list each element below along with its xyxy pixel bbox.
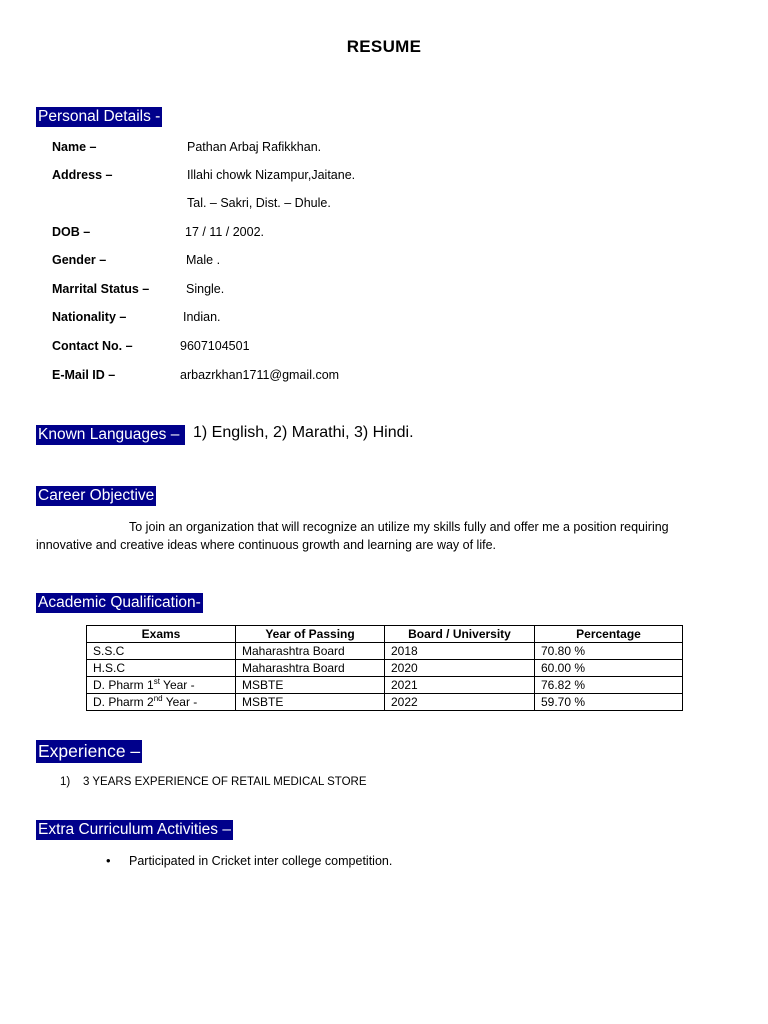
experience-item (60, 776, 367, 788)
column-header: Board / University (385, 626, 535, 643)
experience-text: 3 YEARS EXPERIENCE OF RETAIL MEDICAL STORE (83, 776, 367, 788)
field-value: arbazrkhan1711@gmail.com (180, 368, 340, 382)
field-value: 9607104501 (180, 339, 250, 353)
field-label: Name – (52, 140, 97, 154)
cell-exam: S.S.C (87, 643, 236, 660)
personal-details-heading: Personal Details - (38, 108, 161, 125)
cell-percentage: 70.80 % (535, 643, 683, 660)
known-languages-heading: Known Languages – (36, 425, 185, 445)
cell-percentage: 59.70 % (535, 694, 683, 711)
academic-table (86, 625, 683, 711)
experience-heading: Experience – (38, 741, 141, 761)
field-value: Pathan Arbaj Rafikkhan. (187, 140, 322, 154)
field-label: Contact No. – (52, 339, 133, 353)
cell-year: MSBTE (236, 677, 385, 694)
cell-exam: H.S.C (87, 660, 236, 677)
page-title: RESUME (346, 37, 422, 56)
field-label: Gender – (52, 253, 107, 267)
field-value: Tal. – Sakri, Dist. – Dhule. (187, 196, 331, 210)
field-label: E-Mail ID – (52, 368, 116, 382)
field-value: Illahi chowk Nizampur,Jaitane. (187, 168, 356, 182)
academic-heading: Academic Qualification- (38, 594, 201, 611)
table-header-row (87, 626, 683, 643)
field-label: Address – (52, 168, 113, 182)
column-header: Exams (87, 626, 236, 643)
table-row (87, 643, 683, 660)
cell-year: MSBTE (236, 694, 385, 711)
field-value: 17 / 11 / 2002. (185, 225, 264, 239)
table-row (87, 694, 683, 711)
field-value: Single. (186, 282, 225, 296)
extra-curriculum-heading: Extra Curriculum Activities – (38, 821, 231, 838)
cell-percentage: 76.82 % (535, 677, 683, 694)
column-header: Year of Passing (236, 626, 385, 643)
cell-exam: D. Pharm 2nd Year - (87, 694, 236, 711)
list-number: 1) (60, 776, 71, 788)
cell-board: 2018 (385, 643, 535, 660)
career-objective-heading: Career Objective (38, 487, 155, 504)
career-objective-body: To join an organization that will recognize an utilize my skills fully and offer me a position requiring innovative and creative ideas where continuous growth and learning are way of life. (36, 520, 669, 552)
extra-curriculum-text: Participated in Cricket inter college competition. (129, 854, 393, 868)
field-label: Nationality – (52, 310, 127, 324)
cell-year: Maharashtra Board (236, 643, 385, 660)
cell-year: Maharashtra Board (236, 660, 385, 677)
table-row (87, 677, 683, 694)
field-label: DOB – (52, 225, 91, 239)
field-label: Marrital Status – (52, 282, 150, 296)
cell-board: 2021 (385, 677, 535, 694)
bullet-icon: • (106, 853, 111, 868)
career-objective-text (36, 518, 716, 554)
column-header: Percentage (535, 626, 683, 643)
extra-curriculum-item (106, 853, 392, 868)
cell-percentage: 60.00 % (535, 660, 683, 677)
cell-board: 2022 (385, 694, 535, 711)
field-value: Indian. (183, 310, 221, 324)
cell-exam: D. Pharm 1st Year - (87, 677, 236, 694)
table-row (87, 660, 683, 677)
field-value: Male . (186, 253, 221, 267)
cell-board: 2020 (385, 660, 535, 677)
known-languages-value: 1) English, 2) Marathi, 3) Hindi. (193, 424, 414, 441)
